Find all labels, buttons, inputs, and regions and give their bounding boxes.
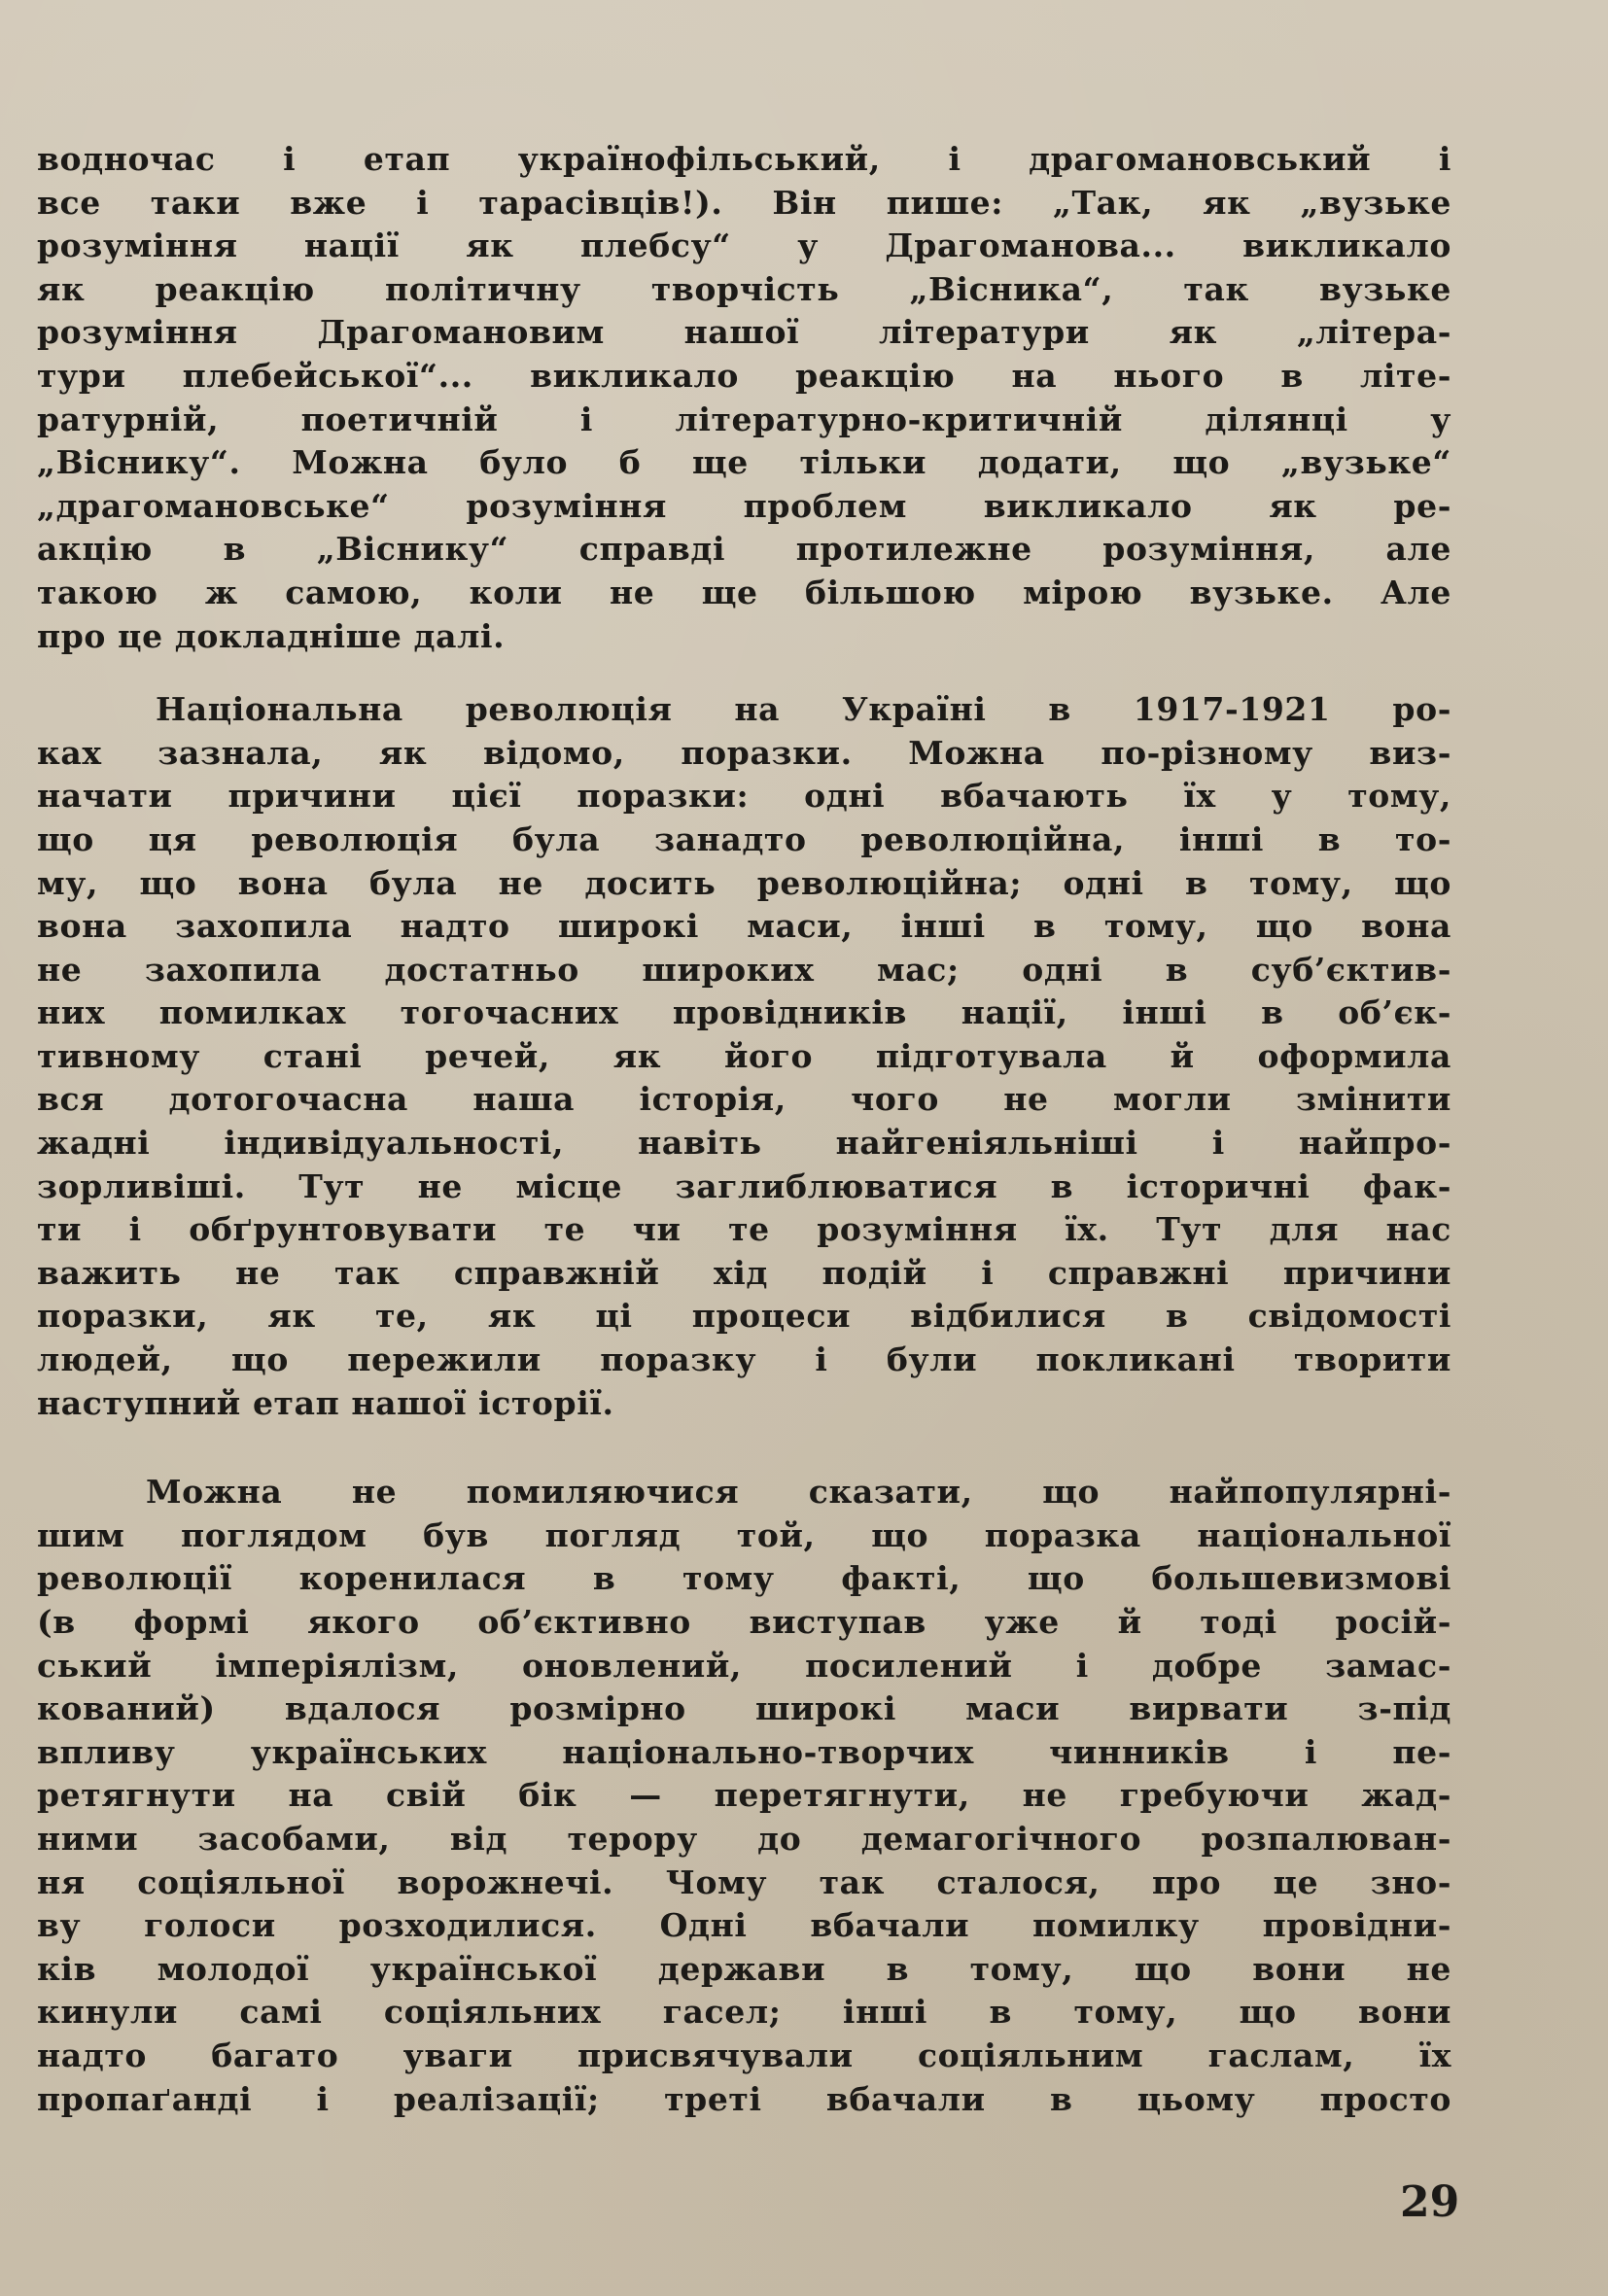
text-line: кинули самі соціяльних гасел; інші в тому, що вони: [37, 1993, 1451, 2032]
text-line: ретягнути на свій бік — перетягнути, не гребуючи жад-: [37, 1776, 1451, 1815]
text-line: „драгомановське“ розуміння проблем викликало як ре-: [37, 486, 1451, 525]
text-line: жадні індивідуальності, навіть найгеніяльніші і найпро-: [37, 1124, 1451, 1163]
text-line: про це докладніше далі.: [37, 616, 506, 655]
text-line: ках зазнала, як відомо, поразки. Можна по-різному виз-: [37, 733, 1451, 772]
text-line: наступний етап нашої історії.: [37, 1383, 614, 1422]
text-line: як реакцію політичну творчість „Вісника“, так вузьке: [37, 269, 1451, 308]
text-line: вся дотогочасна наша історія, чого не могли змінити: [37, 1080, 1451, 1119]
text-line: вона захопила надто широкі маси, інші в тому, що вона: [37, 907, 1451, 946]
text-line: начати причини цієї поразки: одні вбачають їх у тому,: [37, 777, 1451, 816]
text-line: водночас і етап українофільський, і драгомановський і: [37, 140, 1451, 178]
text-line: (в формі якого об’єктивно виступав уже й тоді росій-: [37, 1603, 1451, 1641]
text-line: тури плебейської“... викликало реакцію на нього в літе-: [37, 356, 1451, 395]
text-line: розуміння Драгомановим нашої літератури як „літера-: [37, 313, 1451, 352]
text-line: акцію в „Віснику“ справді протилежне розуміння, але: [37, 530, 1451, 569]
text-line: впливу українських національно-творчих чинників і пе-: [37, 1732, 1451, 1771]
text-line: „Віснику“. Можна було б ще тільки додати, що „вузьке“: [37, 443, 1451, 482]
paragraph-2: [37, 688, 1451, 1425]
text-line: Національна революція на Україні в 1917-1921 ро-: [156, 690, 1451, 729]
text-line: зорливіші. Тут не місце заглиблюватися в історичні фак-: [37, 1166, 1451, 1205]
body-text: [37, 138, 1451, 2121]
text-line: не захопила достатньо широких мас; одні в суб’єктив-: [37, 950, 1451, 989]
text-line: поразки, як те, як ці процеси відбилися в свідомості: [37, 1297, 1451, 1336]
text-line: розуміння нації як плебсу“ у Драгоманова... викликало: [37, 226, 1451, 265]
text-line: ву голоси розходилися. Одні вбачали помилку провідни-: [37, 1906, 1451, 1945]
text-line: пропаґанді і реалізації; треті вбачали в цьому просто: [37, 2079, 1451, 2118]
text-line: надто багато уваги присвячували соціяльним гаслам, їх: [37, 2035, 1451, 2074]
text-line: що ця революція була занадто революційна, інші в то-: [37, 819, 1451, 858]
text-line: важить не так справжній хід подій і справжні причини: [37, 1253, 1451, 1292]
text-line: ків молодої української держави в тому, що вони не: [37, 1949, 1451, 1988]
text-line: кований) вдалося розмірно широкі маси вирвати з-під: [37, 1689, 1451, 1728]
text-line: людей, що пережили поразку і були покликані творити: [37, 1340, 1451, 1379]
text-line: ський імперіялізм, оновлений, посилений і добре замас-: [37, 1646, 1451, 1685]
text-line: ними засобами, від терору до демагогічного розпалюван-: [37, 1819, 1451, 1858]
text-line: тивному стані речей, як його підготувала й оформила: [37, 1036, 1451, 1075]
text-line: революції коренилася в тому факті, що большевизмові: [37, 1559, 1451, 1598]
text-line: такою ж самою, коли не ще більшою мірою вузьке. Але: [37, 573, 1451, 611]
text-line: шим поглядом був погляд той, що поразка національної: [37, 1515, 1451, 1554]
text-line: му, що вона була не досить революційна; одні в тому, що: [37, 863, 1451, 902]
paragraph-1: [37, 138, 1451, 658]
text-line: ти і обґрунтовувати те чи те розуміння їх. Тут для нас: [37, 1210, 1451, 1249]
page-number: 29: [1400, 2177, 1460, 2227]
text-line: все таки вже і тарасівців!). Він пише: „Так, як „вузьке: [37, 183, 1451, 222]
text-line: них помилках тогочасних провідників нації, інші в об’єк-: [37, 993, 1451, 1032]
text-line: ня соціяльної ворожнечі. Чому так сталося, про це зно-: [37, 1862, 1451, 1901]
text-line: Можна не помиляючися сказати, що найпопулярні-: [146, 1473, 1451, 1512]
paragraph-3: [37, 1471, 1451, 2121]
text-line: ратурній, поетичній і літературно-критичній ділянці у: [37, 400, 1451, 438]
